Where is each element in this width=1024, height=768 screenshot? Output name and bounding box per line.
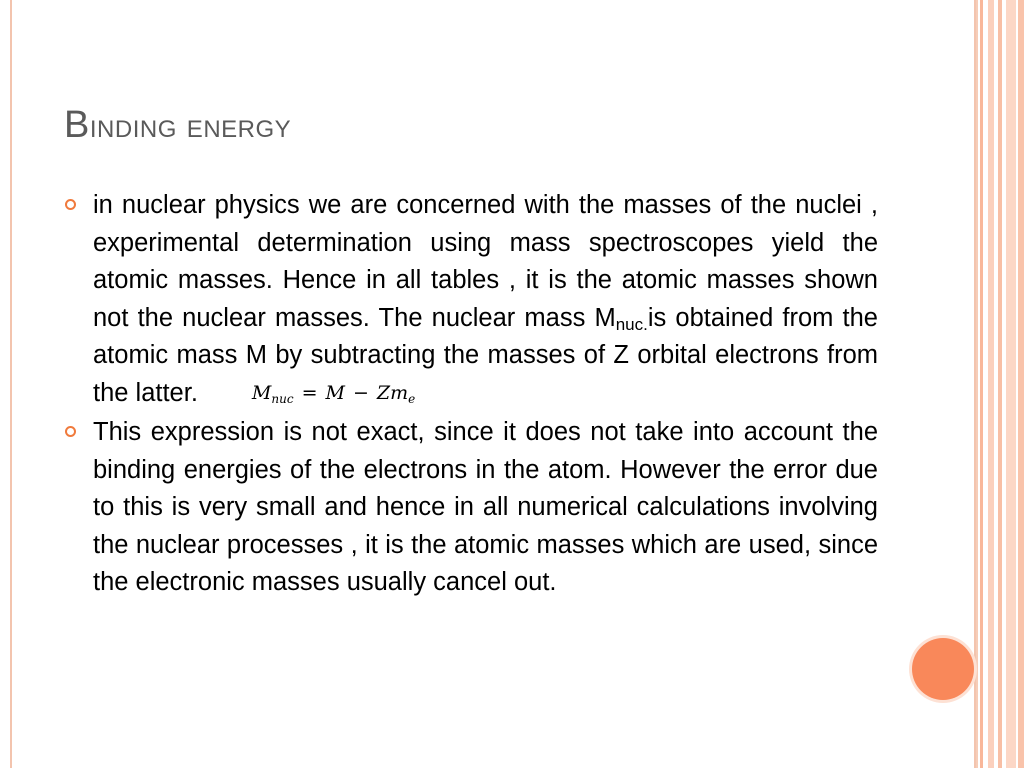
bullet-item [64, 187, 878, 412]
decorative-circle [912, 638, 974, 700]
slide-title [64, 104, 291, 147]
bullet-circle-icon [65, 426, 76, 437]
bullet-item [64, 414, 878, 602]
stripe [988, 0, 994, 768]
subscript-nuc: nuc. [615, 314, 648, 334]
formula-lhs-sub: nuc [271, 391, 294, 406]
stripe [998, 0, 1002, 768]
stripe [1018, 0, 1024, 768]
formula-term2: Zm [376, 381, 409, 404]
formula-term2-sub: e [408, 391, 416, 406]
stripe [1006, 0, 1016, 768]
bullet-text-continued: is obtained from the atomic mass M by subtracting the masses of Z orbital electrons from the latter. [93, 303, 878, 407]
formula-equals: = [301, 381, 318, 404]
bullet-text: in nuclear physics we are concerned with the masses of the nuclei , experimental determination using mass spectroscopes yield the atomic masses. Hence in all tables , it is the atomic masses shown not the nuclear masses. The nuclear mass M [93, 191, 878, 332]
decorative-stripes [976, 0, 1024, 768]
bullet-text: This expression is not exact, since it does not take into account the binding energies of the electrons in the atom. However the error due to this is very small and hence in all numerical calculations involving the nuclear processes , it is the atomic masses which are used, since the electronic masses usually cancel out. [93, 418, 878, 596]
formula-term1: M [325, 381, 345, 404]
bullet-circle-icon [65, 199, 76, 210]
formula [252, 375, 415, 413]
title-rest: inding energy [89, 107, 292, 145]
title-initial: B [64, 104, 90, 146]
formula-lhs: M [251, 381, 272, 404]
formula-minus: − [352, 381, 369, 404]
slide-content [64, 187, 878, 602]
stripe [976, 0, 978, 768]
stripe [980, 0, 983, 768]
